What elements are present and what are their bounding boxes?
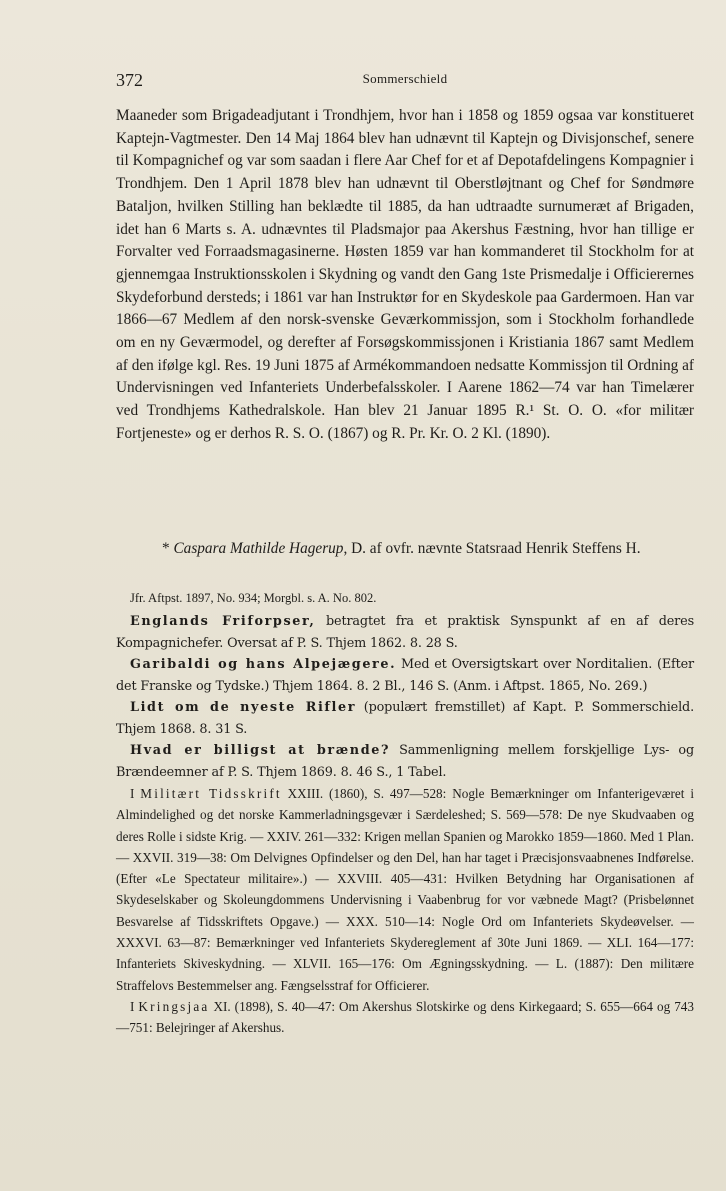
page-header bbox=[116, 70, 694, 92]
work-entry bbox=[116, 654, 694, 697]
reference-line: Jfr. Aftpst. 1897, No. 934; Morgbl. s. A. No. 802. bbox=[130, 591, 377, 605]
bibliography bbox=[116, 588, 694, 1039]
spouse-name: Caspara Mathilde Hagerup bbox=[173, 540, 344, 557]
spouse-star: * bbox=[162, 540, 170, 557]
biography-paragraph: Maaneder som Brigadeadjutant i Trondhjem, hvor han i 1858 og 1859 ogsaa var konstitueret Kaptejn-Vagtmester. Den 14 Maj 1864 blev han udnævnt til Kaptejn og Divisjonschef, senere til Kompagnichef og var som saadan i flere Aar Chef for et af Depotafdelingens Kompagnier i Trondhjem. Den 1 April 1878 blev han udnævnt til Oberstløjtnant og Chef for Søndmøre Bataljon, hvilken Stilling han beklædte til 1885, da han udtraadte surnumeræt af Brigaden, idet han 6 Marts s. A. udnævntes til Pladsmajor paa Akershus Fæstning, hvor han tillige er Forvalter ved Forraadsmagasinerne. Høsten 1859 var han kommanderet til Stockholm for at gjennemgaa Instruktionsskolen i Skydning og vandt den Gang 1ste Prismedalje i Officierernes Skydeforbund dersteds; i 1861 var han Instruktør for en Skydeskole paa Gardermoen. Han var 1866—67 Medlem af den norsk-svenske Geværkommissjon, som i Stockholm forhandlede om en ny Geværmodel, og derefter af Forsøgskommissjonen i Kristiania 1867 samt Medlem af den ifølge kgl. Res. 19 Juni 1875 af Armékommandoen nedsatte Kommissjon til Ordning af Undervisningen ved Infanteriets Underbefalsskoler. I Aarene 1862—74 var han Timelærer ved Trondhjems Kathedralskole. Han blev 21 Januar 1895 R.¹ St. O. O. «for militær Fortjeneste» og er derhos R. S. O. (1867) og R. Pr. Kr. O. 2 Kl. (1890). bbox=[116, 107, 694, 442]
work-details: betragtet fra et praktisk Synspunkt af en af deres Kompagnichefer. Oversat af P. S. Thjem 1862. 8. 28 S. bbox=[116, 614, 694, 651]
journal-articles: XI. (1898), S. 40—47: Om Akershus Slotskirke og dens Kirkegaard; S. 655—664 og 743—751: Belejringer af Akershus. bbox=[116, 998, 694, 1036]
journal-prefix: I bbox=[130, 998, 139, 1014]
spouse-details: , D. af ovfr. nævnte Statsraad Henrik Steffens H. bbox=[343, 540, 641, 557]
journal-name: Militært Tidsskrift bbox=[140, 786, 282, 801]
work-entry bbox=[116, 740, 694, 783]
journal-entry bbox=[116, 783, 694, 996]
work-title: Garibaldi og hans Alpejægere. bbox=[130, 657, 397, 672]
spouse-entry bbox=[116, 538, 694, 561]
work-title: Englands Friforpser, bbox=[130, 614, 316, 629]
biography-text bbox=[116, 105, 694, 446]
running-head: Sommerschield bbox=[362, 71, 448, 86]
work-details: Sammenligning mellem forskjellige Lys- og Brændeemner af P. S. Thjem 1869. 8. 46 S., 1 Tabel. bbox=[116, 743, 694, 780]
journal-entry bbox=[116, 996, 694, 1039]
work-entry bbox=[116, 697, 694, 740]
journal-name: Kringsjaa bbox=[138, 998, 210, 1014]
journal-articles: XXIII. (1860), S. 497—528: Nogle Bemærkninger om Infanterigeværet i Almindelighed og det norske Kammerladningsgevær i Særdeleshed; S. 569—578: De nye Skudvaaben og deres Rolle i sidste Krig. — XXIV. 261—332: Krigen mellan Spanien og Marokko 1859—1860. Med 1 Plan. — XXVII. 319—38: Om Delvignes Opfindelser og den Del, han har taget i Præcisjonsvaabnenes Indførelse. (Efter «Le Spectateur militaire».) — XXVIII. 405—431: Hvilken Betydning har Organisationen af Skydeselskaber og Skoleungdommens Undervisning i Vaabenbrug for vor væbnede Magt? (Prisbelønnet Besvarelse af Tidsskriftets Opgave.) — XXX. 510—14: Nogle Ord om Infanteriets Skydeøvelser. — XXXVI. 63—87: Bemærkninger ved Infanteriets Skydereglement af 30te Juni 1869. — XLI. 164—177: Infanteriets Skiveskydning. — XLVII. 165—176: Om Ægningsskydning. — L. (1887): Den militære Straffelovs Bestemmelser ang. Fængselsstraf for Officierer. bbox=[116, 786, 694, 993]
journal-prefix: I bbox=[130, 786, 141, 801]
work-title: Hvad er billigst at brænde? bbox=[130, 743, 391, 758]
work-details: (populært fremstillet) af Kapt. P. Sommerschield. Thjem 1868. 8. 31 S. bbox=[116, 700, 694, 737]
page-number: 372 bbox=[116, 70, 143, 90]
work-entry bbox=[116, 611, 694, 654]
work-title: Lidt om de nyeste Rifler bbox=[130, 700, 357, 715]
work-details: Med et Oversigtskart over Norditalien. (Efter det Franske og Tydske.) Thjem 1864. 8. 2 Bl., 146 S. (Anm. i Aftpst. 1865, No. 269.) bbox=[116, 657, 694, 694]
